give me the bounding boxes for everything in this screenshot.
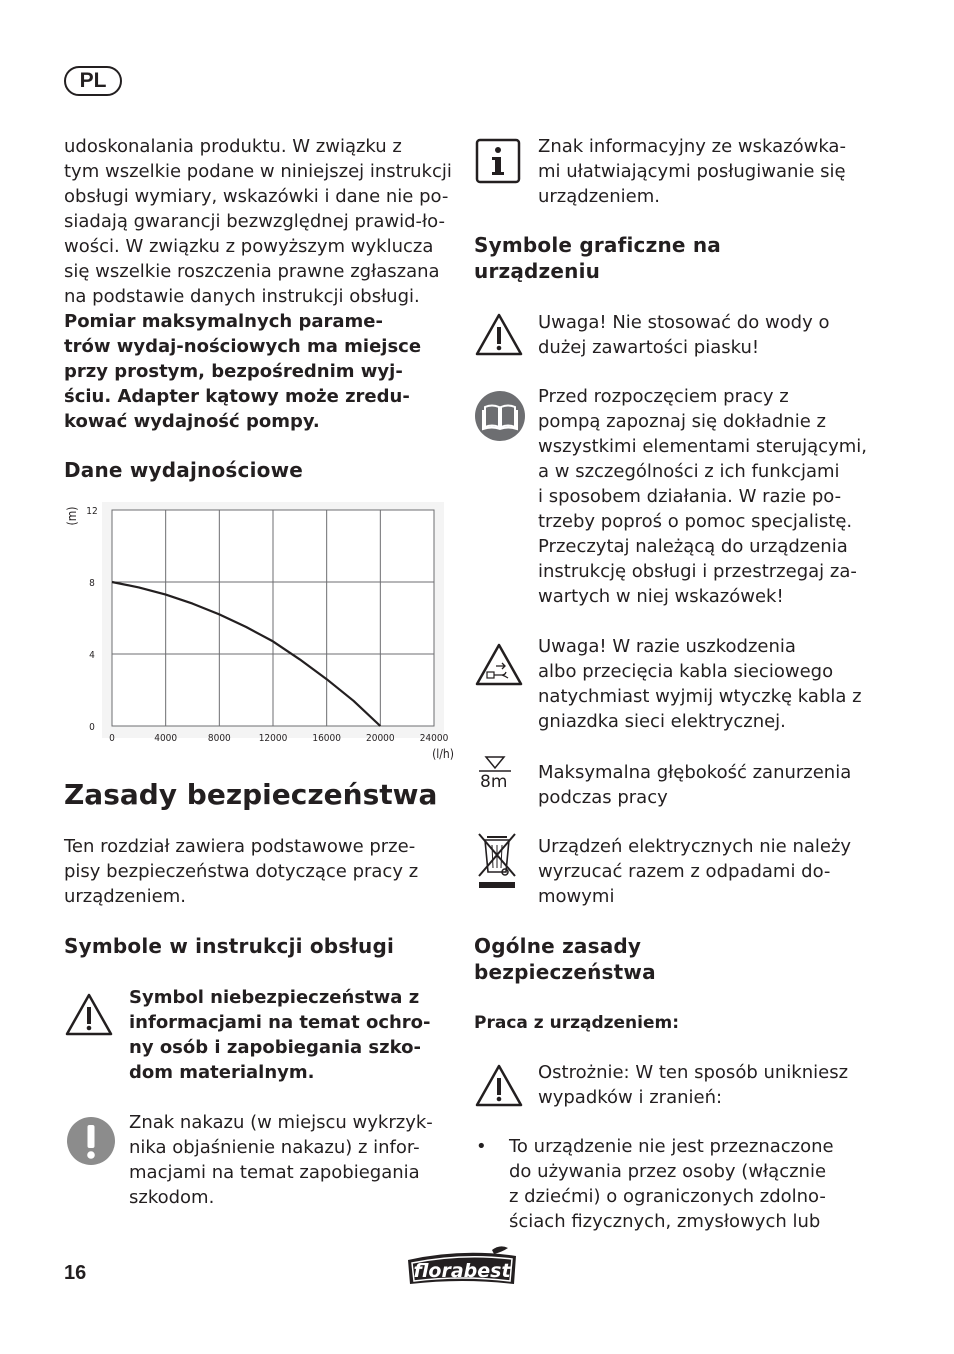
- text-line: wartych w niej wskazówek!: [538, 586, 784, 607]
- x-tick-label: 4000: [154, 733, 178, 744]
- x-tick-label: 20000: [366, 733, 395, 744]
- x-tick-label: 12000: [258, 733, 288, 744]
- text-line: wyrzucać razem z odpadami do-: [538, 861, 831, 882]
- crossed-bin-icon: [475, 830, 519, 890]
- bullet-item-text: [509, 1134, 869, 1234]
- text-line: macjami na temat zapobiegania: [129, 1162, 420, 1183]
- performance-heading: Dane wydajnościowe: [64, 458, 304, 482]
- text-line: urządzeniem.: [538, 186, 660, 207]
- text-line: ściach fizycznych, zmysłowych lub: [509, 1211, 821, 1232]
- safety-intro: [64, 834, 454, 909]
- warning-triangle-icon: [474, 312, 524, 358]
- y-tick-label: 0: [89, 722, 95, 733]
- danger-symbol-text: [129, 985, 459, 1085]
- x-tick-label: 8000: [207, 733, 231, 744]
- text-line: się wszelkie roszczenia prawne zgłaszana: [64, 261, 440, 282]
- mandatory-sign-icon: [66, 1116, 116, 1166]
- general-safety-heading: [474, 933, 656, 985]
- text-line: pompą zapoznaj się dokładnie z: [538, 411, 826, 432]
- text-line: urządzeniem.: [64, 886, 186, 907]
- safety-heading: Zasady bezpieczeństwa: [64, 778, 438, 811]
- warning-triangle-icon: [474, 1063, 524, 1109]
- text-line: instrukcję obsługi i przestrzegaj za-: [538, 561, 857, 582]
- text-line: Ostrożnie: W ten sposób unikniesz: [538, 1062, 849, 1083]
- sand-warning-text: [538, 310, 868, 360]
- warning-triangle-icon: [64, 992, 114, 1038]
- x-tick-label: 0: [109, 733, 115, 744]
- text-line: Symbol niebezpieczeństwa z: [129, 987, 420, 1008]
- text-line: wszystkimi elementami sterującymi,: [538, 436, 867, 457]
- text-line: Maksymalna głębokość zanurzenia: [538, 762, 852, 783]
- y-tick-label: 8: [89, 578, 95, 589]
- text-line: i sposobem działania. W razie po-: [538, 486, 842, 507]
- text-line: podczas pracy: [538, 787, 668, 808]
- text-line: natychmiast wyjmij wtyczkę kabla z: [538, 686, 862, 707]
- measurement-note: [64, 309, 454, 434]
- y-tick-label: 4: [89, 650, 95, 661]
- intro-paragraph: [64, 134, 454, 309]
- text-line: wypadków i zranień:: [538, 1087, 723, 1108]
- info-icon: [475, 138, 521, 184]
- text-line: trzeby poproś o pomoc specjalistę.: [538, 511, 853, 532]
- text-line: Ten rozdział zawiera podstawowe prze-: [64, 836, 416, 857]
- read-manual-icon: [474, 390, 526, 442]
- text-line: ny osób i zapobiegania szko-: [129, 1037, 421, 1058]
- svg-text:florabest: florabest: [413, 1260, 511, 1282]
- y-axis-label: (m): [65, 506, 79, 526]
- text-line: Znak nakazu (w miejscu wykrzyk-: [129, 1112, 433, 1133]
- text-line: przy prostym, bezpośrednim wyj-: [64, 361, 403, 382]
- text-line: Pomiar maksymalnych parame-: [64, 311, 383, 332]
- heading-line: bezpieczeństwa: [474, 960, 656, 984]
- x-tick-label: 24000: [419, 733, 449, 744]
- cable-warning-text: [538, 634, 868, 734]
- performance-chart: [64, 500, 456, 760]
- x-axis-label: (l/h): [432, 747, 454, 760]
- text-line: dużej zawartości piasku!: [538, 337, 760, 358]
- work-subheading: Praca z urządzeniem:: [474, 1013, 680, 1033]
- heading-line: Ogólne zasady: [474, 934, 642, 958]
- language-badge: PL: [64, 66, 122, 96]
- page-number: 16: [64, 1262, 87, 1284]
- text-line: trów wydaj-nościowych ma miejsce: [64, 336, 422, 357]
- manual-symbols-heading: Symbole w instrukcji obsługi: [64, 934, 395, 958]
- info-symbol-text: [538, 134, 868, 209]
- text-line: Znak informacyjny ze wskazówka-: [538, 136, 846, 157]
- disposal-text: [538, 834, 868, 909]
- text-line: nika objaśnienie nakazu) z infor-: [129, 1137, 420, 1158]
- text-line: tym wszelkie podane w niniejszej instrukcji: [64, 161, 452, 182]
- text-line: dom materialnym.: [129, 1062, 315, 1083]
- x-tick-label: 16000: [312, 733, 341, 744]
- text-line: Urządzeń elektrycznych nie należy: [538, 836, 852, 857]
- text-line: do używania przez osoby (włącznie: [509, 1161, 827, 1182]
- text-line: mi ułatwiającymi posługiwanie się: [538, 161, 846, 182]
- text-line: a w szczególności z ich funkcjami: [538, 461, 840, 482]
- text-line: albo przecięcia kabla sieciowego: [538, 661, 834, 682]
- text-line: siadają gwarancji bezwzględnej prawid-ło-: [64, 211, 445, 232]
- text-line: Uwaga! W razie uszkodzenia: [538, 636, 796, 657]
- text-line: wości. W związku z powyższym wyklucza: [64, 236, 434, 257]
- text-line: Przeczytaj należącą do urządzenia: [538, 536, 848, 557]
- max-depth-text: [538, 760, 868, 810]
- text-line: obsługi wymiary, wskazówki i dane nie po-: [64, 186, 449, 207]
- text-line: Przed rozpoczęciem pracy z: [538, 386, 789, 407]
- heading-line: Symbole graficzne na: [474, 233, 721, 257]
- text-line: mowymi: [538, 886, 615, 907]
- mandatory-symbol-text: [129, 1110, 459, 1210]
- text-line: gniazdka sieci elektrycznej.: [538, 711, 786, 732]
- max-depth-label: 8m: [480, 772, 508, 792]
- text-line: informacjami na temat ochro-: [129, 1012, 431, 1033]
- read-manual-text: [538, 384, 868, 609]
- florabest-logo: [404, 1244, 520, 1288]
- text-line: ściu. Adapter kątowy może zredu-: [64, 386, 410, 407]
- text-line: kować wydajność pompy.: [64, 411, 320, 432]
- text-line: udoskonalania produktu. W związku z: [64, 136, 402, 157]
- text-line: z dziećmi) o ograniczonych zdolno-: [509, 1186, 826, 1207]
- text-line: na podstawie danych instrukcji obsługi.: [64, 286, 420, 307]
- text-line: pisy bezpieczeństwa dotyczące pracy z: [64, 861, 419, 882]
- text-line: szkodom.: [129, 1187, 215, 1208]
- cable-warning-icon: [474, 642, 524, 688]
- device-symbols-heading: [474, 232, 721, 284]
- y-tick-label: 12: [86, 506, 98, 517]
- text-line: To urządzenie nie jest przeznaczone: [509, 1136, 834, 1157]
- text-line: Uwaga! Nie stosować do wody o: [538, 312, 830, 333]
- heading-line: urządzeniu: [474, 259, 601, 283]
- bullet-marker: •: [476, 1136, 487, 1157]
- caution-text: [538, 1060, 868, 1110]
